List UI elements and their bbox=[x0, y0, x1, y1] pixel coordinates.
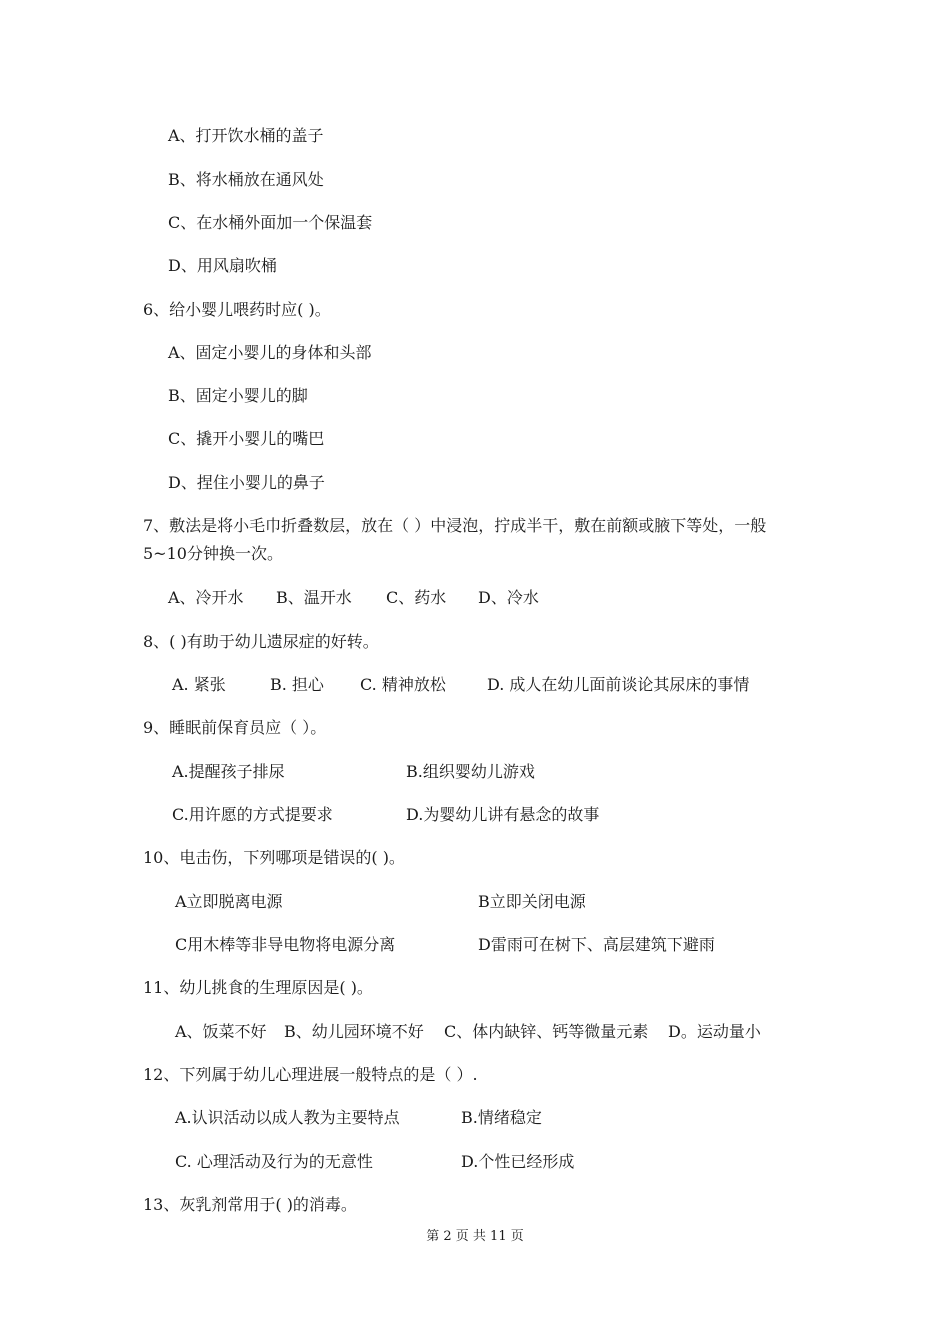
q12-option-c: C. 心理活动及行为的无意性 bbox=[175, 1152, 373, 1171]
q6-option-d: D、捏住小婴儿的鼻子 bbox=[168, 473, 325, 492]
q12-option-a: A.认识活动以成人教为主要特点 bbox=[175, 1108, 400, 1127]
q8-option-b: B. 担心 bbox=[270, 675, 324, 694]
q12-stem: 12、下列属于幼儿心理进展一般特点的是（ ）. bbox=[143, 1065, 478, 1084]
q7-option-b: B、温开水 bbox=[276, 588, 352, 607]
q5-option-d: D、用风扇吹桶 bbox=[168, 256, 277, 275]
q10-option-b: B立即关闭电源 bbox=[478, 892, 586, 911]
q7-option-c: C、药水 bbox=[386, 588, 447, 607]
q11-option-b: B、幼儿园环境不好 bbox=[284, 1022, 424, 1041]
q9-option-a: A.提醒孩子排尿 bbox=[172, 762, 285, 781]
q11-option-d: D。运动量小 bbox=[668, 1022, 761, 1041]
page-number: 第 2 页 共 11 页 bbox=[426, 1229, 524, 1244]
q12-option-b: B.情绪稳定 bbox=[461, 1108, 542, 1127]
q9-stem: 9、睡眠前保育员应（ ）。 bbox=[143, 718, 327, 737]
q5-option-b: B、将水桶放在通风处 bbox=[168, 170, 324, 189]
q8-option-a: A. 紧张 bbox=[172, 675, 226, 694]
q12-option-d: D.个性已经形成 bbox=[461, 1152, 575, 1171]
q8-option-c: C. 精神放松 bbox=[360, 675, 446, 694]
q8-stem: 8、( )有助于幼儿遗尿症的好转。 bbox=[143, 632, 379, 651]
q11-option-a: A、饭菜不好 bbox=[175, 1022, 267, 1041]
q9-option-b: B.组织婴幼儿游戏 bbox=[406, 762, 535, 781]
q6-option-b: B、固定小婴儿的脚 bbox=[168, 386, 308, 405]
q7-option-a: A、冷开水 bbox=[168, 588, 244, 607]
q6-option-c: C、撬开小婴儿的嘴巴 bbox=[168, 429, 325, 448]
q9-option-d: D.为婴幼儿讲有悬念的故事 bbox=[406, 805, 600, 824]
q10-option-c: C用木棒等非导电物将电源分离 bbox=[175, 935, 396, 954]
q6-option-a: A、固定小婴儿的身体和头部 bbox=[168, 343, 372, 362]
q5-option-c: C、在水桶外面加一个保温套 bbox=[168, 213, 373, 232]
q11-option-c: C、体内缺锌、钙等微量元素 bbox=[444, 1022, 649, 1041]
q8-option-d: D. 成人在幼儿面前谈论其尿床的事情 bbox=[487, 675, 750, 694]
q13-stem: 13、灰乳剂常用于( )的消毒。 bbox=[143, 1195, 357, 1214]
q7-stem-line1: 7、敷法是将小毛巾折叠数层，放在（ ）中浸泡，拧成半干，敷在前额或腋下等处，一般 bbox=[143, 516, 767, 535]
q5-option-a: A、打开饮水桶的盖子 bbox=[168, 126, 324, 145]
q10-stem: 10、电击伤，下列哪项是错误的( )。 bbox=[143, 848, 405, 867]
q10-option-a: A立即脱离电源 bbox=[175, 892, 283, 911]
q10-option-d: D雷雨可在树下、高层建筑下避雨 bbox=[478, 935, 715, 954]
q9-option-c: C.用许愿的方式提要求 bbox=[172, 805, 333, 824]
q11-stem: 11、幼儿挑食的生理原因是( )。 bbox=[143, 978, 373, 997]
q7-stem-line2: 5~10分钟换一次。 bbox=[143, 544, 283, 563]
q7-option-d: D、冷水 bbox=[478, 588, 539, 607]
q6-stem: 6、给小婴儿喂药时应( )。 bbox=[143, 300, 331, 319]
